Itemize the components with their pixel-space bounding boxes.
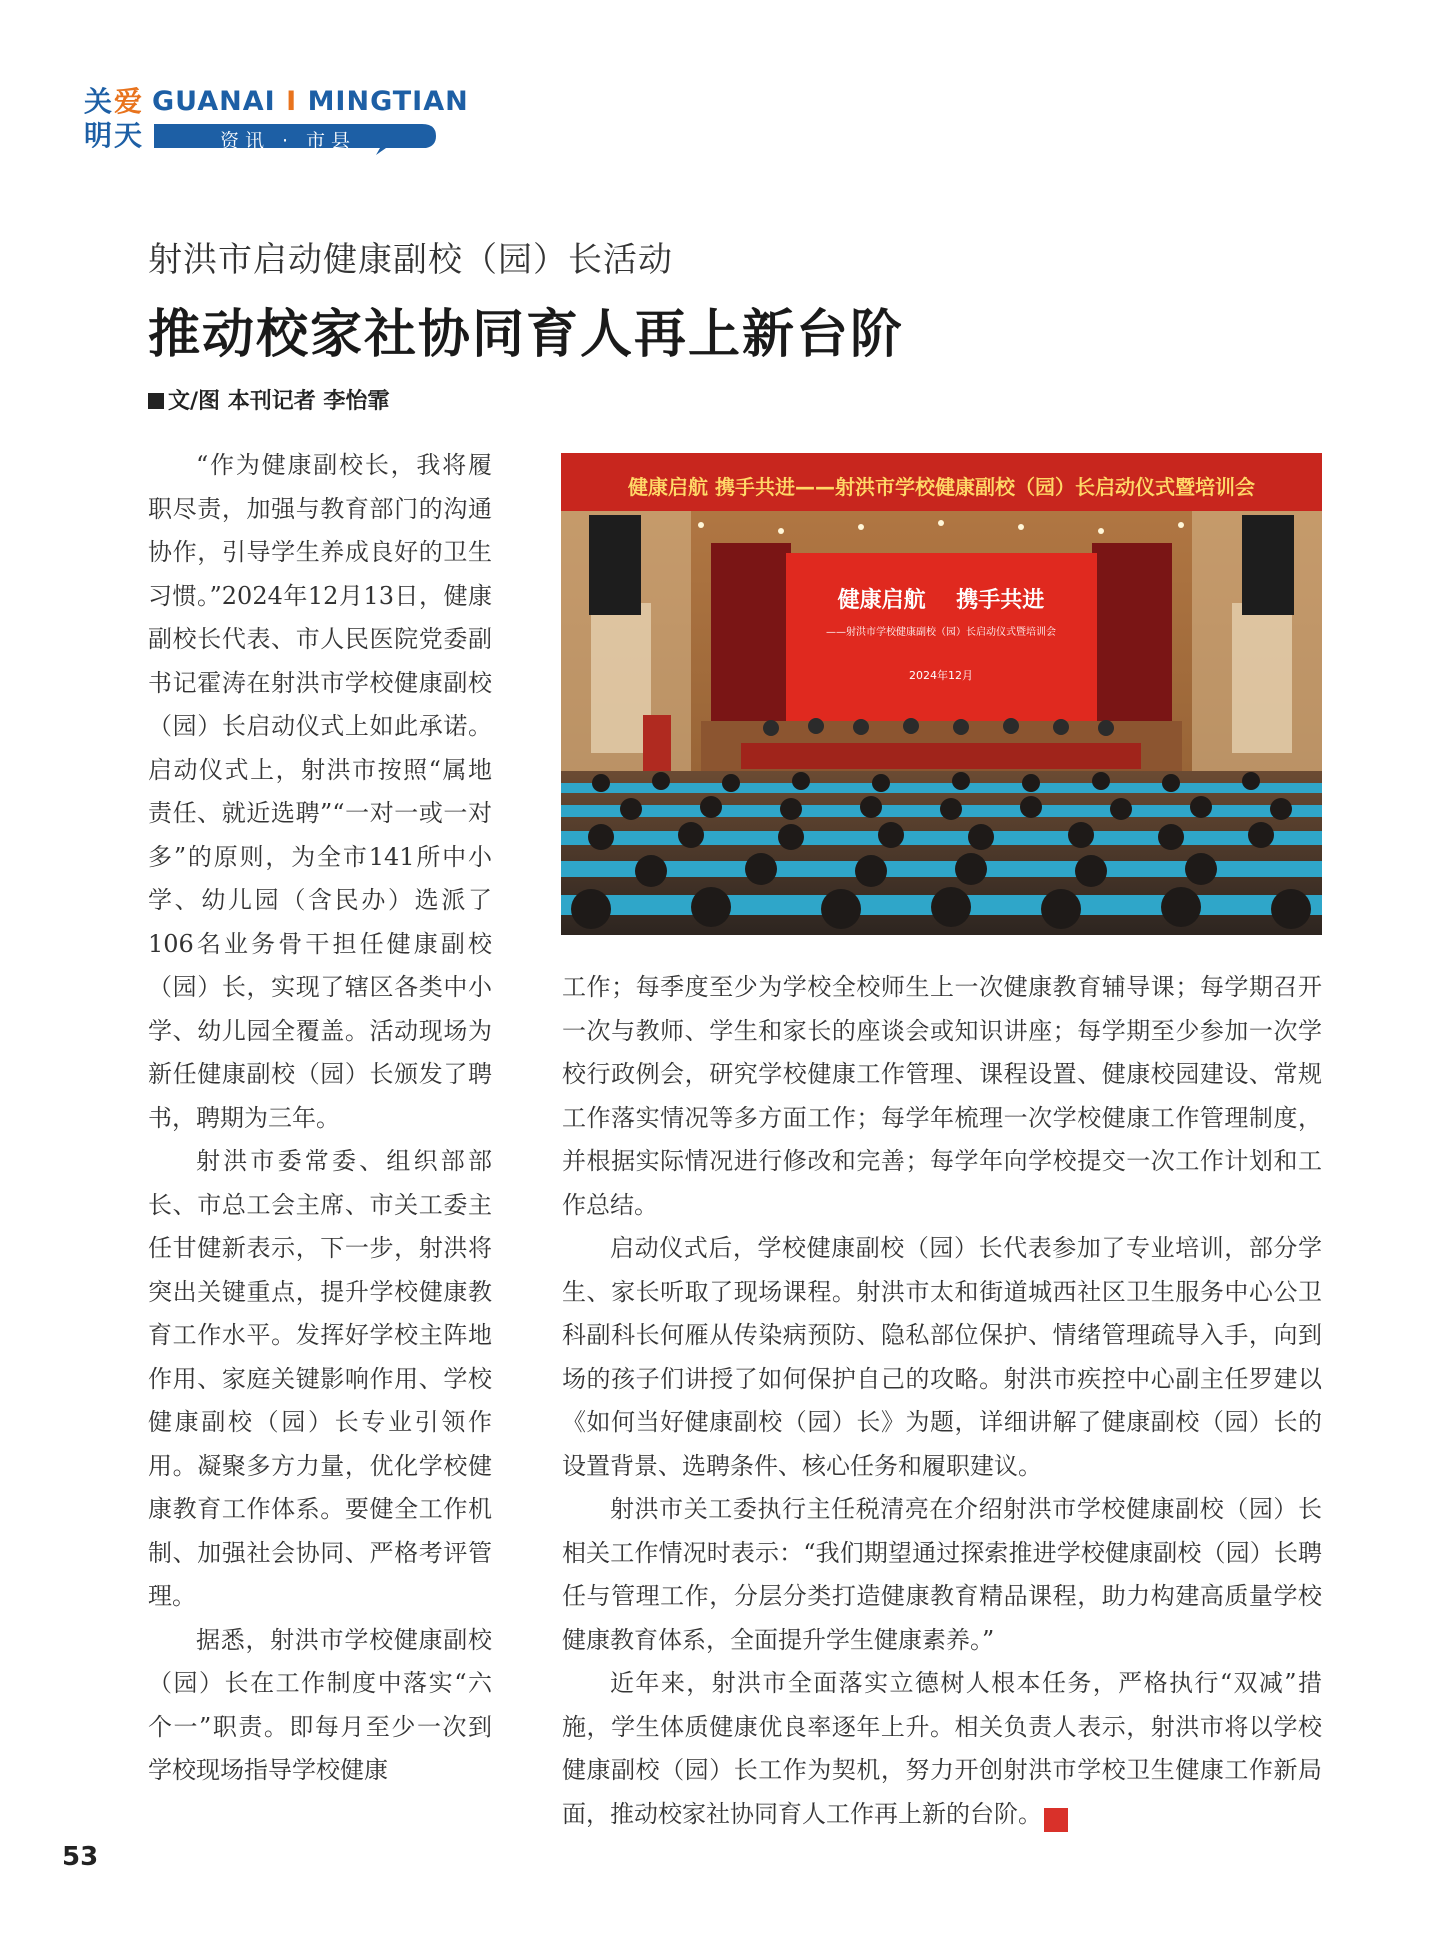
paragraph-final: 近年来，射洪市全面落实立德树人根本任务，严格执行“双减”措施，学生体质健康优良率逐年上升。相关负责人表示，射洪市将以学校健康副校（园）长工作为契机，努力开创射洪市学校卫生健康工作新局面，推动校家社协同育人工作再上新的台阶。 天 bbox=[562, 1669, 1322, 1830]
left-column bbox=[148, 444, 492, 1793]
page-number: 53 bbox=[62, 1842, 99, 1872]
screen-date: 2024年12月 bbox=[909, 669, 973, 682]
paragraph-continued: 工作；每季度至少为学校全校师生上一次健康教育辅导课；每学期召开一次与教师、学生和家长的座谈会或知识讲座；每学期至少参加一次学校行政例会，研究学校健康工作管理、课程设置、健康校园建设、常规工作落实情况等多方面工作；每学年梳理一次学校健康工作管理制度，并根据实际情况进行修改和完善；每学年向学校提交一次工作计划和工作总结。 bbox=[562, 973, 1322, 1219]
magazine-logo: 关 爱 明 天 bbox=[84, 85, 143, 152]
end-mark-icon: 天 bbox=[1044, 1808, 1068, 1832]
article-title: 推动校家社协同育人再上新台阶 bbox=[148, 305, 905, 365]
paragraph: 据悉，射洪市学校健康副校（园）长在工作制度中落实“六个一”职责。即每月至少一次到学校现场指导学校健康 bbox=[148, 1625, 492, 1784]
article-subtitle: 射洪市启动健康副校（园）长活动 bbox=[148, 240, 673, 280]
photo-banner-text: 健康启航 携手共进——射洪市学校健康副校（园）长启动仪式暨培训会 bbox=[628, 475, 1255, 499]
brand-name: GUANAI I MINGTIAN bbox=[152, 86, 469, 117]
screen-headline: 健康启航 携手共进 bbox=[837, 588, 1045, 613]
square-bullet-icon bbox=[148, 393, 164, 409]
right-column bbox=[562, 966, 1322, 1836]
paragraph: “作为健康副校长，我将履职尽责，加强与教育部门的沟通协作，引导学生养成良好的卫生习惯。”2024年12月13日，健康副校长代表、市人民医院党委副书记霍涛在射洪市学校健康副校（园）长启动仪式上如此承诺。启动仪式上，射洪市按照“属地责任、就近选聘”“一对一或一对多”的原则，为全市141所中小学、幼儿园（含民办）选派了106名业务骨干担任健康副校（园）长，实现了辖区各类中小学、幼儿园全覆盖。活动现场为新任健康副校（园）长颁发了聘书，聘期为三年。 bbox=[148, 451, 492, 1132]
section-label: 资讯 · 市县 bbox=[219, 130, 357, 152]
paragraph: 射洪市关工委执行主任税清亮在介绍射洪市学校健康副校（园）长相关工作情况时表示：“我们期望通过探索推进学校健康副校（园）长聘任与管理工作，分层分类打造健康教育精品课程，助力构建高质量学校健康教育体系，全面提升学生健康素养。” bbox=[562, 1495, 1322, 1654]
section-ribbon bbox=[154, 122, 454, 152]
conference-hall-illustration bbox=[561, 453, 1322, 935]
masthead bbox=[84, 82, 484, 158]
paragraph: 启动仪式后，学校健康副校（园）长代表参加了专业培训，部分学生、家长听取了现场课程。射洪市太和街道城西社区卫生服务中心公卫科副科长何雁从传染病预防、隐私部位保护、情绪管理疏导入手，向到场的孩子们讲授了如何保护自己的攻略。射洪市疾控中心副主任罗建以《如何当好健康副校（园）长》为题，详细讲解了健康副校（园）长的设置背景、选聘条件、核心任务和履职建议。 bbox=[562, 1234, 1322, 1480]
paragraph: 射洪市委常委、组织部部长、市总工会主席、市关工委主任甘健新表示，下一步，射洪将突出关键重点，提升学校健康教育工作水平。发挥好学校主阵地作用、家庭关键影响作用、学校健康副校（园）长专业引领作用。凝聚多方力量，优化学校健康教育工作体系。要健全工作机制、加强社会协同、严格考评管理。 bbox=[148, 1147, 492, 1610]
byline: 文/图 本刊记者 李怡霏 bbox=[148, 384, 389, 415]
event-photo bbox=[561, 453, 1322, 935]
screen-subline: ——射洪市学校健康副校（园）长启动仪式暨培训会 bbox=[826, 627, 1056, 638]
